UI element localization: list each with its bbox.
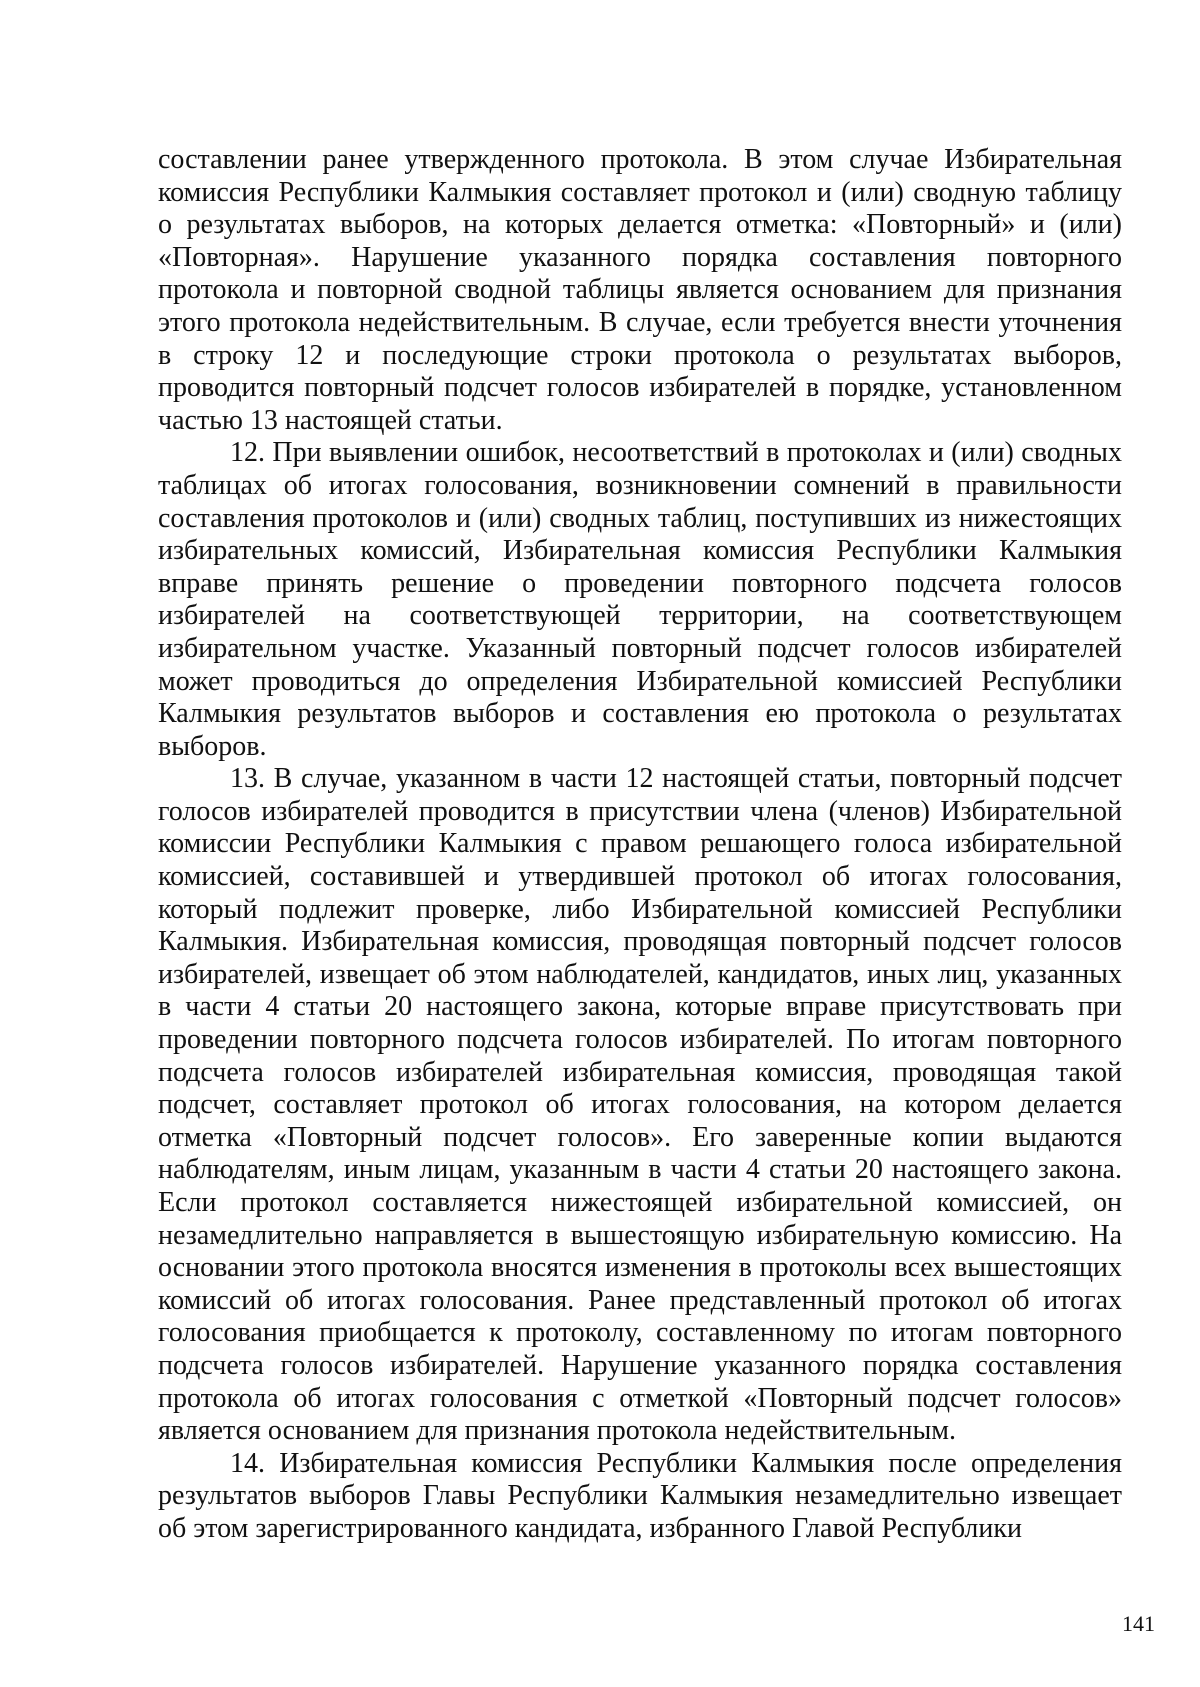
paragraph-14: 14. Избирательная комиссия Республики Калмыкия после определения результатов выборов Главы Республики Калмыкия незамедлительно извещает об этом зарегистрированного кандидата, избранного Главой Республики [158,1447,1122,1544]
paragraph-continuation: составлении ранее утвержденного протокола. В этом случае Избирательная комиссия Республики Калмыкия составляет протокол и (или) сводную таблицу о результатах выборов, на которых делается отметка: «Повторный» и (или) «Повторная». Нарушение указанного порядка составления повторного протокола и повторной сводной таблицы является основанием для признания этого протокола недействительным. В случае, если требуется внести уточнения в строку 12 и последующие строки протокола о результатах выборов, проводится повторный подсчет голосов избирателей в порядке, установленном частью 13 настоящей статьи. [158,144,1122,436]
document-body [158,144,1122,1546]
paragraph-12: 12. При выявлении ошибок, несоответствий в протоколах и (или) сводных таблицах об итогах голосования, возникновении сомнений в правильности составления протоколов и (или) сводных таблиц, поступивших из нижестоящих избирательных комиссий, Избирательная комиссия Республики Калмыкия вправе принять решение о проведении повторного подсчета голосов избирателей на соответствующей территории, на соответствующем избирательном участке. Указанный повторный подсчет голосов избирателей может проводиться до определения Избирательной комиссией Республики Калмыкия результатов выборов и составления ею протокола о результатах выборов. [158,437,1122,762]
page-number: 141 [1122,1611,1155,1636]
paragraph-13: 13. В случае, указанном в части 12 настоящей статьи, повторный подсчет голосов избирателей проводится в присутствии члена (членов) Избирательной комиссии Республики Калмыкия с правом решающего голоса избирательной комиссией, составившей и утвердившей протокол об итогах голосования, который подлежит проверке, либо Избирательной комиссией Республики Калмыкия. Избирательная комиссия, проводящая повторный подсчет голосов избирателей, извещает об этом наблюдателей, кандидатов, иных лиц, указанных в части 4 статьи 20 настоящего закона, которые вправе присутствовать при проведении повторного подсчета голосов избирателей. По итогам повторного подсчета голосов избирателей избирательная комиссия, проводящая такой подсчет, составляет протокол об итогах голосования, на котором делается отметка «Повторный подсчет голосов». Его заверенные копии выдаются наблюдателям, иным лицам, указанным в части 4 статьи 20 настоящего закона. Если протокол составляется нижестоящей избирательной комиссией, он незамедлительно направляется в вышестоящую избирательную комиссию. На основании этого протокола вносятся изменения в протоколы всех вышестоящих комиссий об итогах голосования. Ранее представленный протокол об итогах голосования приобщается к протоколу, составленному по итогам повторного подсчета голосов избирателей. Нарушение указанного порядка составления протокола об итогах голосования с отметкой «Повторный подсчет голосов» является основанием для признания протокола недействительным. [158,763,1122,1447]
